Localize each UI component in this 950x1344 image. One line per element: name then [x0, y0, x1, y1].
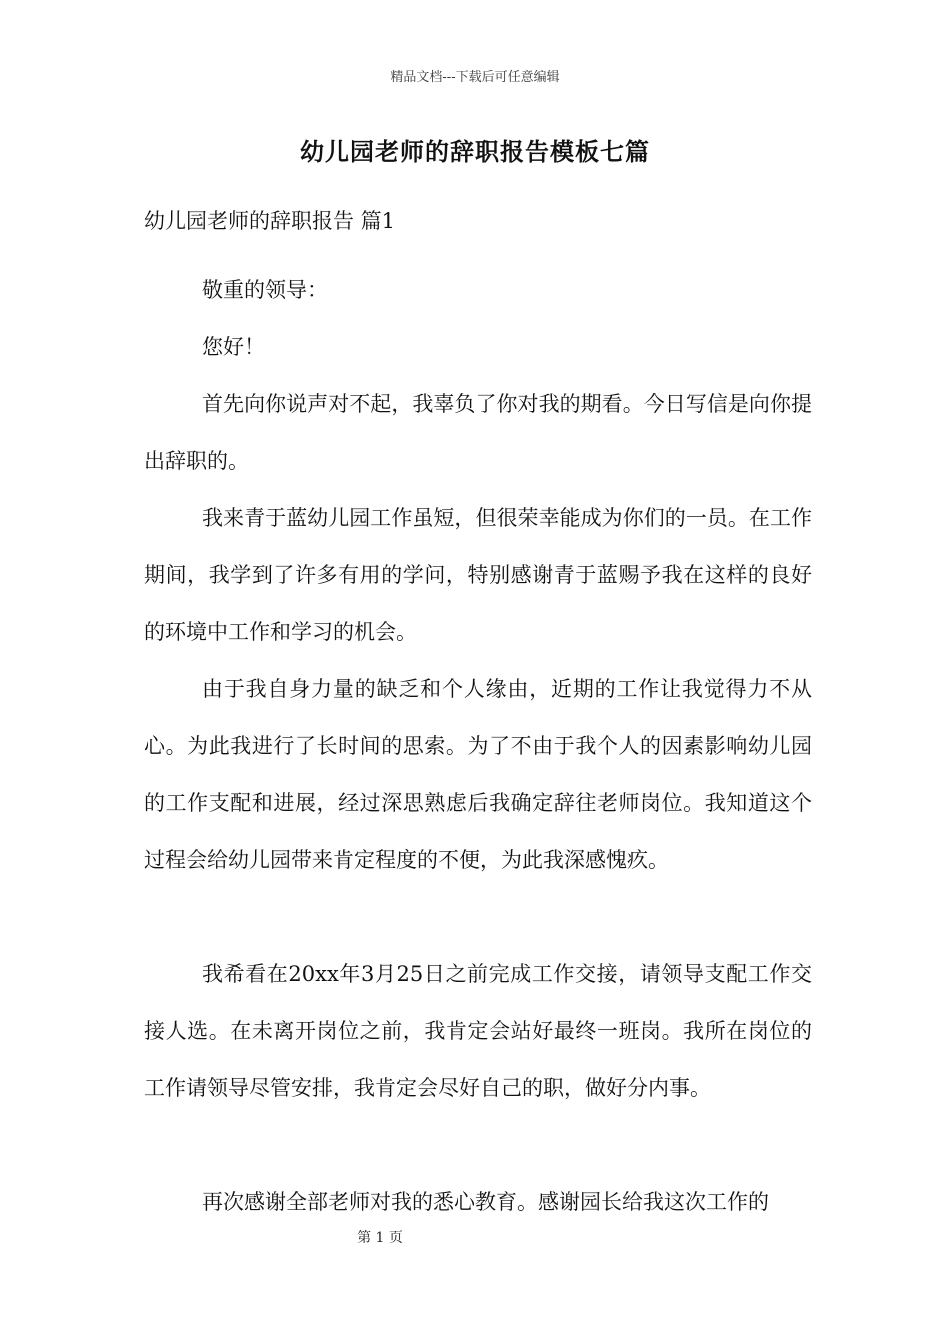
page-number: 第 1 页 [357, 1230, 403, 1246]
document-title: 幼儿园老师的辞职报告模板七篇 [300, 137, 650, 166]
salutation-line: 您好！ [202, 335, 265, 359]
section-heading: 幼儿园老师的辞职报告 篇1 [144, 209, 396, 233]
paragraph-1: 首先向你说声对不起，我辜负了你对我的期看。今日写信是向你提出辞职的。 [144, 392, 812, 473]
paragraph-5: 再次感谢全部老师对我的悉心教育。感谢园长给我这次工作的 [202, 1190, 769, 1214]
paragraph-3: 由于我自身力量的缺乏和个人缘由，近期的工作让我觉得力不从心。为此我进行了长时间的思索。为了不由于我个人的因素影响幼儿园的工作支配和进展，经过深思熟虑后我确定辞往老师岗位。我知道这个过程会给幼儿园带来肯定程度的不便，为此我深感愧疚。 [144, 677, 812, 872]
paragraph-4: 我希看在20xx年3月25日之前完成工作交接，请领导支配工作交接人选。在未离开岗位之前，我肯定会站好最终一班岗。我所在岗位的工作请领导尽管安排，我肯定会尽好自己的职，做好分内事。 [144, 962, 812, 1100]
header-note: 精品文档---下载后可任意编辑 [390, 70, 560, 85]
greeting-line: 敬重的领导： [202, 278, 328, 302]
paragraph-2: 我来青于蓝幼儿园工作虽短，但很荣幸能成为你们的一员。在工作期间，我学到了许多有用的学问，特别感谢青于蓝赐予我在这样的良好的环境中工作和学习的机会。 [144, 506, 812, 644]
